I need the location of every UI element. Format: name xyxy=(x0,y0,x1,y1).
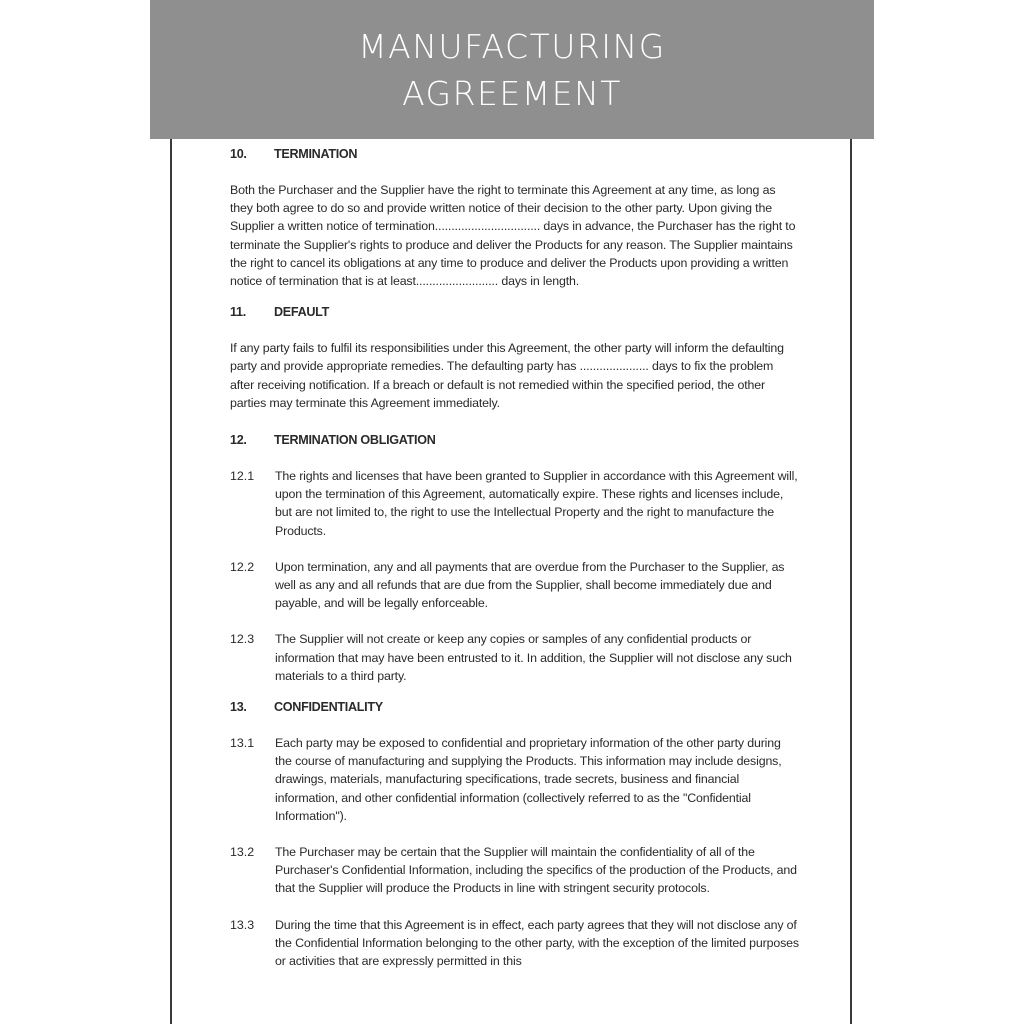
clause-12-3 xyxy=(230,630,800,685)
clause-number: 12.2 xyxy=(230,559,255,574)
clause-text: The Supplier will not create or keep any copies or samples of any confidential products or information that may have been entrusted to it. In addition, the Supplier will not disclose any such materials to a third party. xyxy=(275,632,792,683)
section-body-default: If any party fails to fulfil its responsibilities under this Agreement, the other party will inform the defaulting party and provide appropriate remedies. The defaulting party has ..................... days to fix the problem after receiving notification. If a breach or default is not remedied within the specified period, the other parties may terminate this Agreement immediately. xyxy=(230,341,784,410)
clause-13-2 xyxy=(230,843,800,898)
section-number: 13. xyxy=(230,700,247,715)
banner-title-line-2: AGREEMENT xyxy=(402,73,622,113)
section-title: DEFAULT xyxy=(274,305,330,320)
clause-text: The Purchaser may be certain that the Supplier will maintain the confidentiality of all of the Purchaser's Confidential Information, including the specifics of the production of the Products, and that the Supplier will produce the Products in line with stringent security protocols. xyxy=(275,845,797,896)
title-banner xyxy=(150,0,874,139)
clause-number: 13.2 xyxy=(230,845,255,860)
clause-text: The rights and licenses that have been granted to Supplier in accordance with this Agreement will, upon the termination of this Agreement, automatically expire. These rights and licenses include, but are not limited to, the right to use the Intellectual Property and the right to manufacture the Products. xyxy=(275,469,798,538)
clause-number: 12.3 xyxy=(230,632,255,647)
clause-13-1 xyxy=(230,734,800,825)
clause-text: Upon termination, any and all payments that are overdue from the Purchaser to the Supplier, as well as any and all refunds that are due from the Supplier, shall become immediately due and payable, and will be legally enforceable. xyxy=(275,559,785,611)
section-heading-default xyxy=(230,303,800,322)
banner-title-line-1: MANUFACTURING xyxy=(358,26,666,66)
section-heading-termination xyxy=(230,145,800,164)
section-title: TERMINATION xyxy=(274,147,358,161)
clause-text: During the time that this Agreement is in effect, each party agrees that they will not disclose any of the Confidential Information belonging to the other party, with the exception of the limited purposes or activities that are expressly permitted in this xyxy=(275,917,799,969)
section-heading-termination-obligation xyxy=(230,431,800,450)
clause-number: 13.3 xyxy=(230,917,255,932)
section-title: TERMINATION OBLIGATION xyxy=(274,433,436,448)
section-number: 10. xyxy=(230,147,247,161)
document-content xyxy=(230,145,800,970)
section-number: 11. xyxy=(230,305,246,320)
section-body-termination: Both the Purchaser and the Supplier have the right to terminate this Agreement at any time, as long as they both agree to do so and provide written notice of their decision to the other party. Upon giving the Supplier a written notice of termination................................ days in advance, the Purchaser has the right to terminate the Supplier's rights to produce and deliver the Products for any reason. The Supplier maintains the right to cancel its obligations at any time to produce and deliver the Products upon providing a written notice of termination that is at least......................... days in length. xyxy=(230,183,796,289)
section-title: CONFIDENTIALITY xyxy=(274,700,383,715)
section-number: 12. xyxy=(230,433,247,448)
clause-12-1 xyxy=(230,467,800,540)
clause-text: Each party may be exposed to confidential and proprietary information of the other party during the course of manufacturing and supplying the Products. This information may include designs, drawings, materials, manufacturing specifications, trade secrets, business and financial information, and other confidential information (collectively referred to as the "Confidential Information"). xyxy=(275,736,782,823)
clause-12-2 xyxy=(230,558,800,613)
clause-number: 13.1 xyxy=(230,736,255,751)
clause-13-3 xyxy=(230,916,800,971)
clause-number: 12.1 xyxy=(230,469,255,484)
section-heading-confidentiality xyxy=(230,698,800,717)
